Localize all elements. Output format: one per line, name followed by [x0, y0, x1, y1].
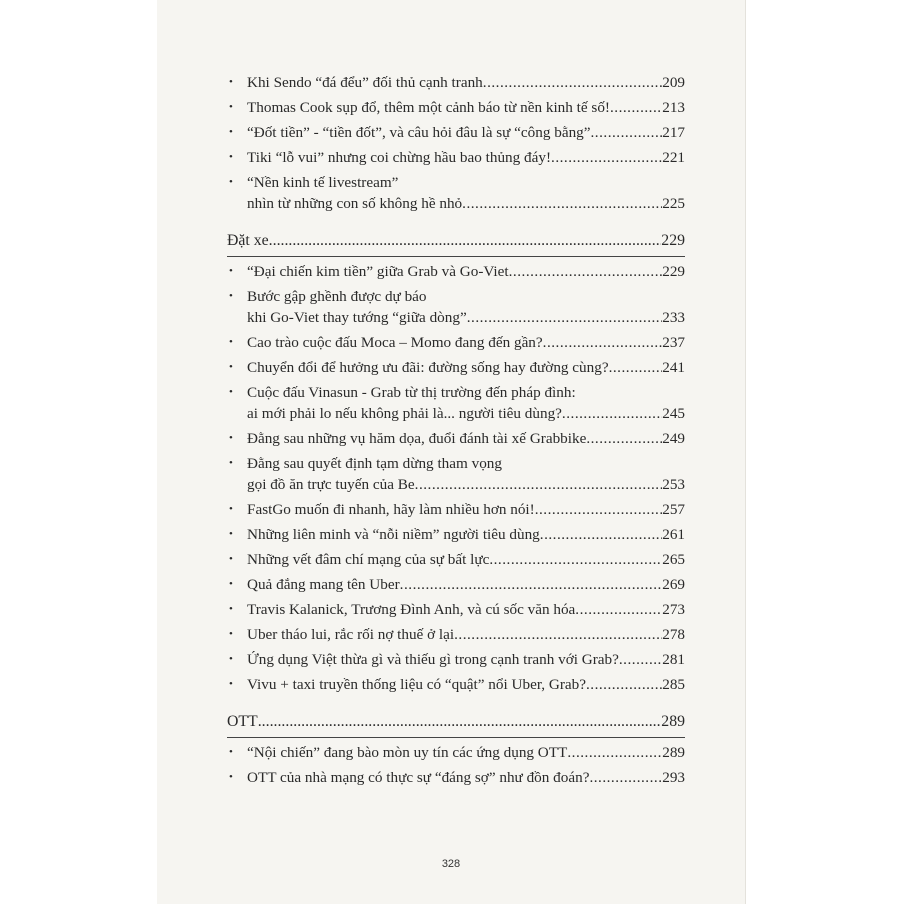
leader-dots: [589, 767, 662, 788]
leader-dots: [619, 649, 662, 670]
leader-dots: [535, 499, 663, 520]
leader-dots: [575, 599, 662, 620]
leader-dots: [610, 97, 662, 118]
toc-entry-page: 249: [662, 430, 685, 447]
toc-entry-page: 229: [662, 263, 685, 280]
toc-entry-title: ai mới phải lo nếu không phải là... người tiêu dùng?: [247, 405, 562, 422]
toc-entry: [227, 72, 685, 93]
leader-dots: [467, 307, 663, 328]
toc-entry: [227, 453, 685, 495]
toc-entry-title: khi Go-Viet thay tướng “giữa dòng”: [247, 309, 467, 326]
toc-entry-page: 269: [662, 576, 685, 593]
section-title: Đặt xe: [227, 232, 269, 249]
leader-dots: [462, 193, 662, 214]
bullet-icon: •: [229, 432, 233, 444]
toc-entry: [227, 428, 685, 449]
toc-entry-title-line1: “Nền kinh tế livestream”: [247, 174, 399, 191]
toc-entry-page: 257: [662, 501, 685, 518]
bullet-icon: •: [229, 265, 233, 277]
toc-entry: [227, 599, 685, 620]
toc-entry-page: 245: [662, 405, 685, 422]
toc-entry-page: 253: [662, 476, 685, 493]
section-divider: [227, 737, 685, 738]
leader-dots: [543, 332, 663, 353]
toc-entry-page: 285: [662, 676, 685, 693]
toc-entry: [227, 332, 685, 353]
toc-entry-title: Thomas Cook sụp đổ, thêm một cảnh báo từ nền kinh tế số!: [247, 99, 610, 116]
toc-entry: [227, 97, 685, 118]
bullet-icon: •: [229, 653, 233, 665]
leader-dots: [609, 357, 663, 378]
toc-entry: [227, 286, 685, 328]
section-page: 229: [661, 232, 685, 249]
toc-entry-title: Đằng sau những vụ hăm dọa, đuổi đánh tài xế Grabbike: [247, 430, 587, 447]
bullet-icon: •: [229, 361, 233, 373]
toc-entry-page: 221: [662, 149, 685, 166]
toc-entry-page: 237: [662, 334, 685, 351]
leader-dots: [567, 742, 662, 763]
toc-entry: [227, 549, 685, 570]
toc-entry-title: nhìn từ những con số không hề nhỏ: [247, 195, 463, 212]
leader-dots: [540, 524, 662, 545]
bullet-icon: •: [229, 336, 233, 348]
bullet-icon: •: [229, 386, 233, 398]
toc-entry: [227, 357, 685, 378]
bullet-icon: •: [229, 101, 233, 113]
leader-dots: [454, 624, 662, 645]
bullet-icon: •: [229, 76, 233, 88]
bullet-icon: •: [229, 503, 233, 515]
bullet-icon: •: [229, 746, 233, 758]
toc-entry-page: 213: [662, 99, 685, 116]
toc-entry-title: Quả đắng mang tên Uber: [247, 576, 400, 593]
leader-dots: [586, 428, 662, 449]
bullet-icon: •: [229, 457, 233, 469]
toc-entry-title: FastGo muốn đi nhanh, hãy làm nhiều hơn nói!: [247, 501, 535, 518]
toc-entry-title-line1: Cuộc đấu Vinasun - Grab từ thị trường đến pháp đình:: [247, 384, 576, 401]
toc-entry: [227, 649, 685, 670]
bullet-icon: •: [229, 578, 233, 590]
toc-entry: [227, 172, 685, 214]
toc-entry-page: 293: [662, 769, 685, 786]
toc-entry-title: Khi Sendo “đá đểu” đối thủ cạnh tranh: [247, 74, 483, 91]
leader-dots: [591, 122, 663, 143]
bullet-icon: •: [229, 678, 233, 690]
bullet-icon: •: [229, 290, 233, 302]
leader-dots: [258, 711, 662, 733]
section-heading-ott: [227, 711, 685, 733]
toc-entry-title: Những liên minh và “nỗi niềm” người tiêu dùng: [247, 526, 540, 543]
bullet-icon: •: [229, 628, 233, 640]
toc-entry-page: 278: [662, 626, 685, 643]
toc-entry: [227, 261, 685, 282]
leader-dots: [483, 72, 662, 93]
bullet-icon: •: [229, 151, 233, 163]
toc-entry-title-line1: Đằng sau quyết định tạm dừng tham vọng: [247, 455, 502, 472]
leader-dots: [489, 549, 662, 570]
page-number: 328: [441, 858, 461, 870]
bullet-icon: •: [229, 126, 233, 138]
section-heading-dat-xe: [227, 230, 685, 252]
toc-entry-title: “Đốt tiền” - “tiền đốt”, và câu hỏi đâu là sự “công bằng”: [247, 124, 591, 141]
toc-entry: [227, 624, 685, 645]
leader-dots: [400, 574, 663, 595]
toc-entry-page: 265: [662, 551, 685, 568]
toc-entry: [227, 524, 685, 545]
toc-entry-title: Những vết đâm chí mạng của sự bất lực: [247, 551, 490, 568]
toc-entry-page: 241: [662, 359, 685, 376]
toc-entry: [227, 767, 685, 788]
toc-entry-page: 261: [662, 526, 685, 543]
toc-entry-page: 225: [662, 195, 685, 212]
toc-entry-title: Chuyển đổi để hưởng ưu đãi: đường sống hay đường cùng?: [247, 359, 609, 376]
toc-entry-title: “Đại chiến kim tiền” giữa Grab và Go-Viet: [247, 263, 509, 280]
bullet-icon: •: [229, 771, 233, 783]
toc-entry-title: Uber tháo lui, rắc rối nợ thuế ở lại: [247, 626, 455, 643]
leader-dots: [269, 230, 662, 252]
toc-entry-title: Cao trào cuộc đấu Moca – Momo đang đến gần?: [247, 334, 543, 351]
toc-entry-title: Vivu + taxi truyền thống liệu có “quật” nổi Uber, Grab?: [247, 676, 586, 693]
section-title: OTT: [227, 713, 258, 730]
toc-entry-title: Tiki “lỗ vui” nhưng coi chừng hầu bao thủng đáy!: [247, 149, 552, 166]
toc-entry: [227, 122, 685, 143]
toc-entry-title: gọi đồ ăn trực tuyến của Be: [247, 476, 415, 493]
bullet-icon: •: [229, 553, 233, 565]
table-of-contents: [227, 72, 685, 792]
toc-entry-title: OTT của nhà mạng có thực sự “đáng sợ” như đồn đoán?: [247, 769, 590, 786]
toc-entry-title: “Nội chiến” đang bào mòn uy tín các ứng dụng OTT: [247, 744, 568, 761]
toc-entry-title: Travis Kalanick, Trương Đình Anh, và cú sốc văn hóa: [247, 601, 576, 618]
toc-entry: [227, 499, 685, 520]
leader-dots: [586, 674, 662, 695]
leader-dots: [509, 261, 663, 282]
leader-dots: [415, 474, 663, 495]
toc-entry: [227, 147, 685, 168]
bullet-icon: •: [229, 603, 233, 615]
toc-entry-page: 209: [662, 74, 685, 91]
toc-entry-title-line1: Bước gập ghềnh được dự báo: [247, 288, 427, 305]
toc-entry-title: Ứng dụng Việt thừa gì và thiếu gì trong cạnh tranh với Grab?: [247, 651, 619, 668]
bullet-icon: •: [229, 176, 233, 188]
bullet-icon: •: [229, 528, 233, 540]
toc-entry: [227, 382, 685, 424]
section-divider: [227, 256, 685, 257]
toc-entry: [227, 574, 685, 595]
leader-dots: [551, 147, 662, 168]
toc-entry-page: 217: [662, 124, 685, 141]
toc-entry-page: 273: [662, 601, 685, 618]
toc-entry-page: 281: [662, 651, 685, 668]
toc-entry: [227, 674, 685, 695]
section-page: 289: [661, 713, 685, 730]
toc-entry-page: 233: [662, 309, 685, 326]
toc-entry-page: 289: [662, 744, 685, 761]
toc-entry: [227, 742, 685, 763]
leader-dots: [562, 403, 662, 424]
